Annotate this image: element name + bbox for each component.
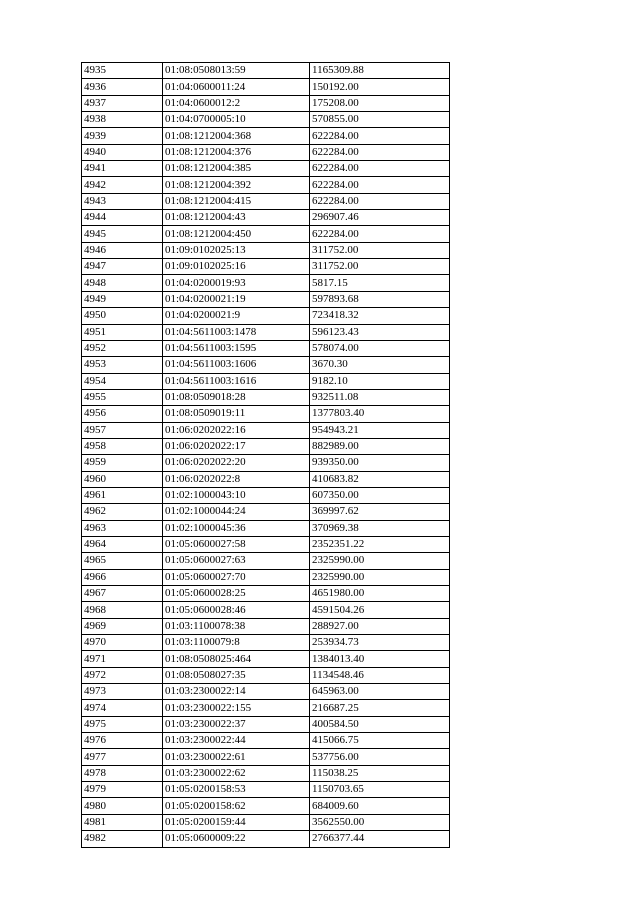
cadastral-number-cell: 01:08:1212004:43 <box>163 210 310 226</box>
row-number-cell: 4966 <box>82 569 163 585</box>
value-cell: 537756.00 <box>310 749 450 765</box>
cadastral-number-cell: 01:08:0508025:464 <box>163 651 310 667</box>
table-row <box>82 536 450 552</box>
value-cell: 288927.00 <box>310 618 450 634</box>
row-number-cell: 4945 <box>82 226 163 242</box>
cadastral-number-cell: 01:08:1212004:385 <box>163 161 310 177</box>
row-number-cell: 4968 <box>82 602 163 618</box>
cadastral-number-cell: 01:02:1000045:36 <box>163 520 310 536</box>
value-cell: 1384013.40 <box>310 651 450 667</box>
table-row <box>82 144 450 160</box>
row-number-cell: 4963 <box>82 520 163 536</box>
value-cell: 4651980.00 <box>310 586 450 602</box>
cadastral-number-cell: 01:08:1212004:376 <box>163 144 310 160</box>
row-number-cell: 4971 <box>82 651 163 667</box>
value-cell: 311752.00 <box>310 242 450 258</box>
table-row <box>82 635 450 651</box>
table-row <box>82 749 450 765</box>
value-cell: 570855.00 <box>310 112 450 128</box>
cadastral-number-cell: 01:03:1100079:8 <box>163 635 310 651</box>
table-row <box>82 177 450 193</box>
row-number-cell: 4944 <box>82 210 163 226</box>
value-cell: 578074.00 <box>310 340 450 356</box>
value-cell: 622284.00 <box>310 226 450 242</box>
row-number-cell: 4940 <box>82 144 163 160</box>
table-row <box>82 798 450 814</box>
value-cell: 684009.60 <box>310 798 450 814</box>
cadastral-number-cell: 01:06:0202022:17 <box>163 438 310 454</box>
value-cell: 400584.50 <box>310 716 450 732</box>
row-number-cell: 4962 <box>82 504 163 520</box>
value-cell: 370969.38 <box>310 520 450 536</box>
table-row <box>82 422 450 438</box>
table-row <box>82 455 450 471</box>
value-cell: 2766377.44 <box>310 831 450 847</box>
row-number-cell: 4951 <box>82 324 163 340</box>
cadastral-number-cell: 01:05:0200158:62 <box>163 798 310 814</box>
cadastral-number-cell: 01:08:1212004:415 <box>163 193 310 209</box>
cadastral-number-cell: 01:04:5611003:1606 <box>163 357 310 373</box>
cadastral-number-cell: 01:04:5611003:1595 <box>163 340 310 356</box>
row-number-cell: 4935 <box>82 63 163 79</box>
value-cell: 932511.08 <box>310 389 450 405</box>
table-row <box>82 602 450 618</box>
table-row <box>82 324 450 340</box>
table-row <box>82 210 450 226</box>
cadastral-number-cell: 01:03:2300022:155 <box>163 700 310 716</box>
table-row <box>82 831 450 847</box>
row-number-cell: 4943 <box>82 193 163 209</box>
value-cell: 1150703.65 <box>310 782 450 798</box>
value-cell: 622284.00 <box>310 193 450 209</box>
table-row <box>82 586 450 602</box>
table-row <box>82 684 450 700</box>
row-number-cell: 4980 <box>82 798 163 814</box>
value-cell: 882989.00 <box>310 438 450 454</box>
cadastral-number-cell: 01:04:0200021:9 <box>163 308 310 324</box>
table-row <box>82 357 450 373</box>
table-row <box>82 487 450 503</box>
cadastral-number-cell: 01:04:0700005:10 <box>163 112 310 128</box>
table-row <box>82 782 450 798</box>
row-number-cell: 4976 <box>82 733 163 749</box>
value-cell: 1165309.88 <box>310 63 450 79</box>
cadastral-number-cell: 01:05:0600028:46 <box>163 602 310 618</box>
cadastral-number-cell: 01:05:0200158:53 <box>163 782 310 798</box>
value-cell: 1377803.40 <box>310 406 450 422</box>
table-row <box>82 226 450 242</box>
row-number-cell: 4952 <box>82 340 163 356</box>
table-row <box>82 275 450 291</box>
value-cell: 939350.00 <box>310 455 450 471</box>
row-number-cell: 4954 <box>82 373 163 389</box>
table-row <box>82 95 450 111</box>
value-cell: 216687.25 <box>310 700 450 716</box>
table-row <box>82 733 450 749</box>
table-row <box>82 618 450 634</box>
value-cell: 253934.73 <box>310 635 450 651</box>
value-cell: 1134548.46 <box>310 667 450 683</box>
value-cell: 175208.00 <box>310 95 450 111</box>
table-row <box>82 63 450 79</box>
value-cell: 5817.15 <box>310 275 450 291</box>
value-cell: 622284.00 <box>310 161 450 177</box>
row-number-cell: 4938 <box>82 112 163 128</box>
row-number-cell: 4969 <box>82 618 163 634</box>
cadastral-number-cell: 01:04:0200021:19 <box>163 291 310 307</box>
table-row <box>82 373 450 389</box>
table-row <box>82 112 450 128</box>
table-row <box>82 389 450 405</box>
cadastral-number-cell: 01:06:0202022:16 <box>163 422 310 438</box>
cadastral-number-cell: 01:08:0508027:35 <box>163 667 310 683</box>
data-table <box>81 62 450 848</box>
table-row <box>82 242 450 258</box>
cadastral-number-cell: 01:06:0202022:20 <box>163 455 310 471</box>
row-number-cell: 4942 <box>82 177 163 193</box>
table-row <box>82 765 450 781</box>
value-cell: 2325990.00 <box>310 569 450 585</box>
table-row <box>82 438 450 454</box>
value-cell: 4591504.26 <box>310 602 450 618</box>
row-number-cell: 4949 <box>82 291 163 307</box>
row-number-cell: 4939 <box>82 128 163 144</box>
table-row <box>82 193 450 209</box>
table-row <box>82 128 450 144</box>
cadastral-number-cell: 01:09:0102025:16 <box>163 259 310 275</box>
cadastral-number-cell: 01:04:0600012:2 <box>163 95 310 111</box>
row-number-cell: 4957 <box>82 422 163 438</box>
row-number-cell: 4974 <box>82 700 163 716</box>
table-row <box>82 406 450 422</box>
cadastral-number-cell: 01:08:1212004:368 <box>163 128 310 144</box>
row-number-cell: 4965 <box>82 553 163 569</box>
cadastral-number-cell: 01:05:0600027:70 <box>163 569 310 585</box>
value-cell: 597893.68 <box>310 291 450 307</box>
cadastral-number-cell: 01:04:0600011:24 <box>163 79 310 95</box>
row-number-cell: 4967 <box>82 586 163 602</box>
cadastral-number-cell: 01:02:1000043:10 <box>163 487 310 503</box>
row-number-cell: 4946 <box>82 242 163 258</box>
row-number-cell: 4958 <box>82 438 163 454</box>
row-number-cell: 4979 <box>82 782 163 798</box>
value-cell: 369997.62 <box>310 504 450 520</box>
value-cell: 2352351.22 <box>310 536 450 552</box>
cadastral-number-cell: 01:04:0200019:93 <box>163 275 310 291</box>
cadastral-number-cell: 01:04:5611003:1616 <box>163 373 310 389</box>
row-number-cell: 4982 <box>82 831 163 847</box>
cadastral-number-cell: 01:06:0202022:8 <box>163 471 310 487</box>
value-cell: 296907.46 <box>310 210 450 226</box>
row-number-cell: 4948 <box>82 275 163 291</box>
cadastral-number-cell: 01:05:0600027:58 <box>163 536 310 552</box>
value-cell: 622284.00 <box>310 144 450 160</box>
value-cell: 150192.00 <box>310 79 450 95</box>
table-body <box>82 63 450 848</box>
value-cell: 3562550.00 <box>310 814 450 830</box>
cadastral-number-cell: 01:08:0509019:11 <box>163 406 310 422</box>
cadastral-number-cell: 01:08:1212004:392 <box>163 177 310 193</box>
row-number-cell: 4950 <box>82 308 163 324</box>
cadastral-number-cell: 01:03:2300022:37 <box>163 716 310 732</box>
value-cell: 3670.30 <box>310 357 450 373</box>
cadastral-number-cell: 01:05:0600027:63 <box>163 553 310 569</box>
cadastral-number-cell: 01:03:2300022:14 <box>163 684 310 700</box>
row-number-cell: 4970 <box>82 635 163 651</box>
cadastral-number-cell: 01:05:0600009:22 <box>163 831 310 847</box>
table-row <box>82 259 450 275</box>
table-row <box>82 569 450 585</box>
table-row <box>82 667 450 683</box>
table-row <box>82 161 450 177</box>
row-number-cell: 4937 <box>82 95 163 111</box>
row-number-cell: 4936 <box>82 79 163 95</box>
row-number-cell: 4972 <box>82 667 163 683</box>
table-row <box>82 700 450 716</box>
table-row <box>82 291 450 307</box>
value-cell: 115038.25 <box>310 765 450 781</box>
row-number-cell: 4960 <box>82 471 163 487</box>
table-row <box>82 814 450 830</box>
cadastral-number-cell: 01:08:1212004:450 <box>163 226 310 242</box>
table-row <box>82 651 450 667</box>
cadastral-number-cell: 01:03:2300022:61 <box>163 749 310 765</box>
row-number-cell: 4978 <box>82 765 163 781</box>
row-number-cell: 4981 <box>82 814 163 830</box>
value-cell: 622284.00 <box>310 177 450 193</box>
table-row <box>82 340 450 356</box>
row-number-cell: 4977 <box>82 749 163 765</box>
table-row <box>82 79 450 95</box>
value-cell: 410683.82 <box>310 471 450 487</box>
table-row <box>82 471 450 487</box>
table-row <box>82 504 450 520</box>
row-number-cell: 4953 <box>82 357 163 373</box>
cadastral-number-cell: 01:03:1100078:38 <box>163 618 310 634</box>
cadastral-number-cell: 01:02:1000044:24 <box>163 504 310 520</box>
row-number-cell: 4956 <box>82 406 163 422</box>
value-cell: 311752.00 <box>310 259 450 275</box>
table-row <box>82 716 450 732</box>
cadastral-number-cell: 01:05:0600028:25 <box>163 586 310 602</box>
row-number-cell: 4955 <box>82 389 163 405</box>
row-number-cell: 4947 <box>82 259 163 275</box>
table-row <box>82 553 450 569</box>
value-cell: 622284.00 <box>310 128 450 144</box>
value-cell: 954943.21 <box>310 422 450 438</box>
row-number-cell: 4959 <box>82 455 163 471</box>
cadastral-number-cell: 01:05:0200159:44 <box>163 814 310 830</box>
row-number-cell: 4973 <box>82 684 163 700</box>
row-number-cell: 4961 <box>82 487 163 503</box>
cadastral-number-cell: 01:08:0508013:59 <box>163 63 310 79</box>
value-cell: 9182.10 <box>310 373 450 389</box>
value-cell: 607350.00 <box>310 487 450 503</box>
cadastral-number-cell: 01:03:2300022:62 <box>163 765 310 781</box>
row-number-cell: 4941 <box>82 161 163 177</box>
row-number-cell: 4975 <box>82 716 163 732</box>
table-row <box>82 308 450 324</box>
table-row <box>82 520 450 536</box>
value-cell: 645963.00 <box>310 684 450 700</box>
value-cell: 2325990.00 <box>310 553 450 569</box>
row-number-cell: 4964 <box>82 536 163 552</box>
value-cell: 723418.32 <box>310 308 450 324</box>
value-cell: 415066.75 <box>310 733 450 749</box>
cadastral-number-cell: 01:03:2300022:44 <box>163 733 310 749</box>
cadastral-number-cell: 01:08:0509018:28 <box>163 389 310 405</box>
cadastral-number-cell: 01:09:0102025:13 <box>163 242 310 258</box>
value-cell: 596123.43 <box>310 324 450 340</box>
cadastral-number-cell: 01:04:5611003:1478 <box>163 324 310 340</box>
